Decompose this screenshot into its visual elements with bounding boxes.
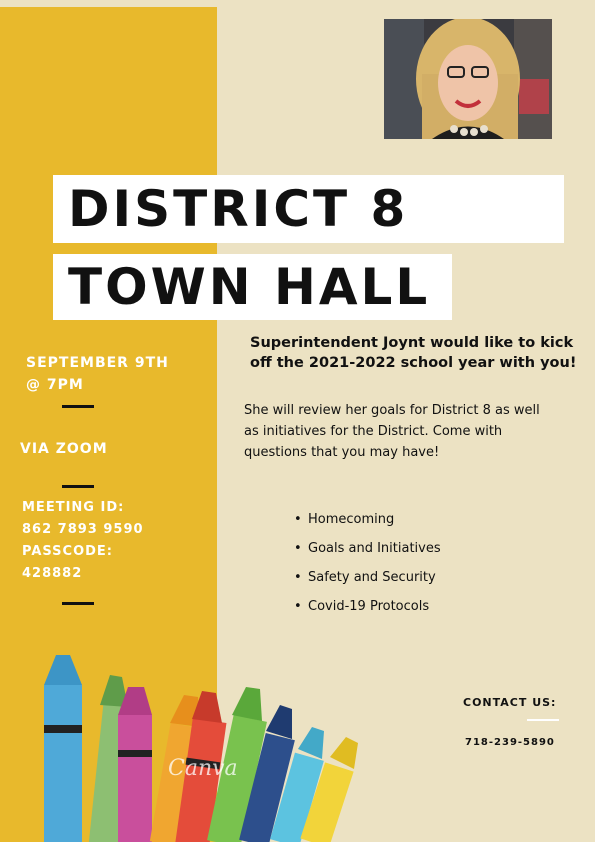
meeting-id-label: MEETING ID:	[22, 500, 125, 515]
title-line-2: TOWN HALL	[53, 254, 452, 320]
list-item: • Safety and Security	[294, 570, 436, 585]
watermark: Canva	[168, 756, 238, 781]
meeting-id-value: 862 7893 9590	[22, 522, 144, 537]
crayon-magenta	[118, 687, 152, 842]
divider	[62, 405, 94, 408]
topic-list	[294, 510, 441, 626]
contact-phone: 718-239-5890	[465, 737, 555, 748]
headline: Superintendent Joynt would like to kick off the 2021-2022 school year with you!	[250, 335, 577, 371]
event-date	[26, 352, 169, 396]
divider	[62, 602, 94, 605]
contact-label: CONTACT US:	[463, 696, 557, 709]
list-item: • Covid-19 Protocols	[294, 599, 430, 614]
contact-divider	[527, 719, 559, 721]
via-zoom: VIA ZOOM	[20, 441, 108, 457]
crayons-illustration	[0, 645, 370, 842]
event-time-line: @ 7PM	[26, 377, 84, 393]
description: She will review her goals for District 8 as well as initiatives for the District. Come with questions that you may have!	[244, 403, 540, 460]
event-date-line: SEPTEMBER 9TH	[26, 355, 169, 371]
passcode-label: PASSCODE:	[22, 544, 113, 559]
superintendent-photo	[384, 19, 552, 139]
crayon-blue	[44, 655, 82, 842]
title-line-1: DISTRICT 8	[53, 175, 564, 243]
meeting-info	[22, 497, 144, 585]
list-item: • Homecoming	[294, 512, 395, 527]
list-item: • Goals and Initiatives	[294, 541, 441, 556]
divider	[62, 485, 94, 488]
passcode-value: 428882	[22, 566, 83, 581]
